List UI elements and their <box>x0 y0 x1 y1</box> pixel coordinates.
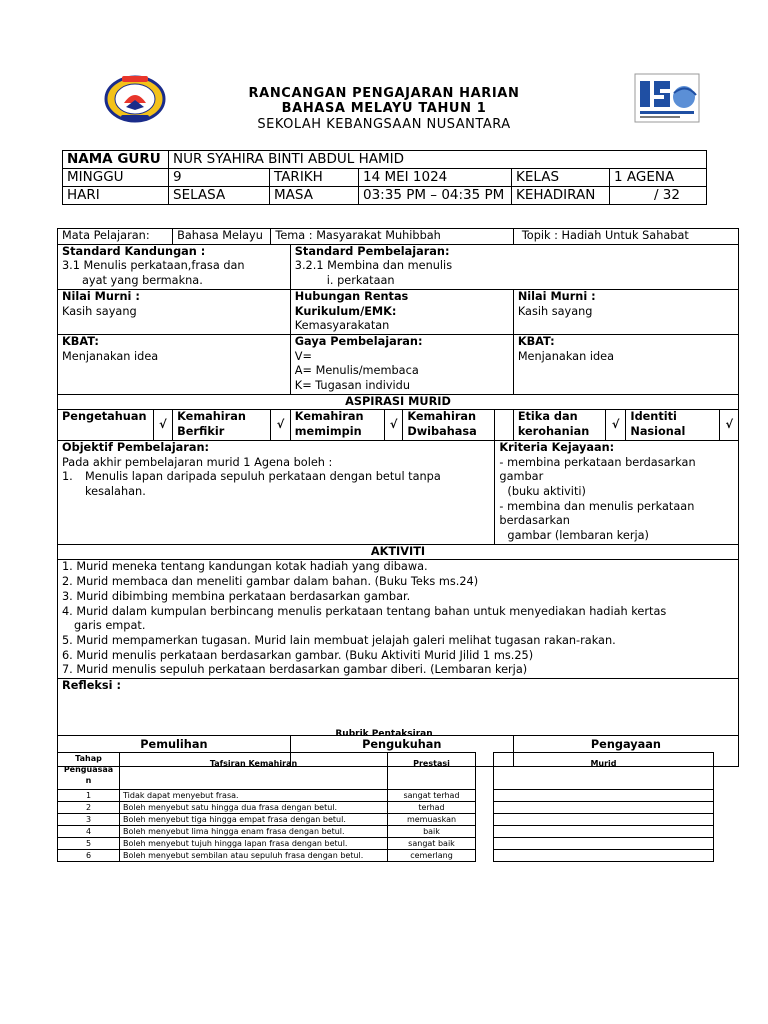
hari-label: HARI <box>63 187 169 205</box>
pengayaan: Pengayaan <box>513 736 738 767</box>
aktiviti-item: 4. Murid dalam kumpulan berbincang menulis perkataan tentang bahan untuk menyediakan hadiah kertas <box>62 604 667 618</box>
gaya-k: K= Tugasan individu <box>294 379 411 393</box>
murid-table <box>493 752 714 862</box>
aspirasi-check: √ <box>384 410 402 440</box>
kriteria-2-note: gambar (lembaran kerja) <box>507 529 649 543</box>
aspirasi-murid-header: ASPIRASI MURID <box>58 394 739 410</box>
col-tafsiran: Tafsiran Kemahiran <box>120 753 388 790</box>
standard-pembelajaran-label: Standard Pembelajaran: <box>294 244 450 258</box>
standard-kandungan-line1: 3.1 Menulis perkataan,frasa dan <box>62 259 245 273</box>
tarikh-value: 14 MEI 1024 <box>359 169 512 187</box>
murid-cell[interactable] <box>494 814 714 826</box>
rubrik-row: 4 Boleh menyebut lima hingga enam frasa dengan betul. baik <box>58 826 476 838</box>
aspirasi-check: √ <box>720 410 739 440</box>
murid-cell[interactable] <box>494 826 714 838</box>
aktiviti-item: 6. Murid menulis perkataan berdasarkan gambar. (Buku Aktiviti Murid Jilid 1 ms.25) <box>62 648 534 662</box>
col-murid: Murid <box>494 753 714 790</box>
kriteria-1-note: (buku aktiviti) <box>507 484 586 498</box>
kbat-2-value: Menjanakan idea <box>517 349 615 363</box>
rubrik-row: 3 Boleh menyebut tiga hingga empat frasa dengan betul. memuaskan <box>58 814 476 826</box>
aspirasi-item: Etika dan kerohanian <box>513 410 605 440</box>
hrk-value: Kemasyarakatan <box>294 319 390 333</box>
document-title: RANCANGAN PENGAJARAN HARIAN <box>248 86 520 101</box>
aspirasi-item: Identiti Nasional <box>626 410 720 440</box>
kehadiran-value: / 32 <box>610 187 707 205</box>
kriteria-2: - membina dan menulis perkataan berdasarkan <box>499 499 695 528</box>
aspirasi-item: Kemahiran Dwibahasa <box>403 410 495 440</box>
tema: Tema : Masyarakat Muhibbah <box>271 229 513 245</box>
aktiviti-item: 5. Murid mempamerkan tugasan. Murid lain membuat jelajah galeri melihat tugasan rakan-rakan. <box>62 633 616 647</box>
kriteria-1: - membina perkataan berdasarkan gambar <box>499 455 696 484</box>
refleksi: Refleksi : <box>58 679 739 736</box>
aktiviti-item: 2. Murid membaca dan meneliti gambar dalam bahan. (Buku Teks ms.24) <box>62 575 479 589</box>
nilai-murni-2-label: Nilai Murni : <box>517 289 596 303</box>
murid-cell[interactable] <box>494 838 714 850</box>
minggu-label: MINGGU <box>63 169 169 187</box>
nilai-murni-value: Kasih sayang <box>62 304 137 318</box>
objektif-number: 1. <box>62 470 73 484</box>
aspirasi-item: Kemahiran Berfikir <box>173 410 271 440</box>
gaya-a: A= Menulis/membaca <box>294 364 419 378</box>
murid-cell[interactable] <box>494 790 714 802</box>
kelas-value: 1 AGENA <box>610 169 707 187</box>
objektif-intro: Pada akhir pembelajaran murid 1 Agena boleh : <box>62 455 333 469</box>
kbat-2-label: KBAT: <box>517 334 555 348</box>
aspirasi-check: √ <box>605 410 625 440</box>
objektif-item: Menulis lapan daripada sepuluh perkataan dengan betul tanpa kesalahan. <box>85 470 441 498</box>
nilai-murni-2-value: Kasih sayang <box>517 304 593 318</box>
rubrik-row: 2 Boleh menyebut satu hingga dua frasa dengan betul. terhad <box>58 802 476 814</box>
pemulihan: Pemulihan <box>58 736 291 767</box>
mata-pelajaran-value: Bahasa Melayu <box>173 229 271 245</box>
aktiviti-item: 1. Murid meneka tentang kandungan kotak hadiah yang dibawa. <box>62 560 428 574</box>
objektif-label: Objektif Pembelajaran: <box>62 440 210 454</box>
kbat-label: KBAT: <box>62 334 99 348</box>
aspirasi-check: √ <box>153 410 172 440</box>
hrk-label: Hubungan Rentas Kurikulum/EMK: <box>294 289 409 318</box>
document-subtitle: BAHASA MELAYU TAHUN 1 <box>281 101 487 116</box>
masa-value: 03:35 PM – 04:35 PM <box>359 187 512 205</box>
aktiviti-item-continued: garis empat. <box>74 619 146 633</box>
nilai-murni-label: Nilai Murni : <box>62 289 140 303</box>
lesson-plan-table <box>57 228 739 767</box>
masa-label: MASA <box>270 187 359 205</box>
standard-kandungan-label: Standard Kandungan : <box>62 244 206 258</box>
kriteria-label: Kriteria Kejayaan: <box>499 440 615 454</box>
standard-pembelajaran-line2: i. perkataan <box>326 274 395 288</box>
aspirasi-check <box>495 410 513 440</box>
aktiviti-item: 3. Murid dibimbing membina perkataan berdasarkan gambar. <box>62 589 411 603</box>
standard-kandungan-line2: ayat yang bermakna. <box>82 274 203 288</box>
school-name: SEKOLAH KEBANGSAAN NUSANTARA <box>257 117 511 132</box>
hari-value: SELASA <box>169 187 270 205</box>
nama-guru-label: NAMA GURU <box>63 151 169 169</box>
gaya-pembelajaran-label: Gaya Pembelajaran: <box>294 334 423 348</box>
tarikh-label: TARIKH <box>270 169 359 187</box>
mata-pelajaran-label: Mata Pelajaran: <box>58 229 173 245</box>
minggu-value: 9 <box>169 169 270 187</box>
kbat-value: Menjanakan idea <box>62 349 159 363</box>
teacher-info-table <box>62 150 707 205</box>
rubrik-row: 5 Boleh menyebut tujuh hingga lapan frasa dengan betul. sangat baik <box>58 838 476 850</box>
aktiviti-list <box>58 560 739 679</box>
aktiviti-item: 7. Murid menulis sepuluh perkataan berdasarkan gambar diberi. (Lembaran kerja) <box>62 663 528 677</box>
rubrik-table <box>57 752 476 862</box>
kehadiran-label: KEHADIRAN <box>512 187 610 205</box>
rubrik-row: 1 Tidak dapat menyebut frasa. sangat terhad <box>58 790 476 802</box>
aspirasi-item: Kemahiran memimpin <box>290 410 384 440</box>
gaya-v: V= <box>294 349 312 363</box>
col-prestasi: Prestasi <box>388 753 476 790</box>
pengukuhan: Pengukuhan <box>290 736 513 767</box>
rubrik-title: Rubrik Pentaksiran <box>335 729 433 739</box>
standard-pembelajaran-line1: 3.2.1 Membina dan menulis <box>294 259 453 273</box>
rubrik-row: 6 Boleh menyebut sembilan atau sepuluh frasa dengan betul. cemerlang <box>58 850 476 862</box>
col-tahap: Tahap Penguasaa n <box>58 753 120 790</box>
kelas-label: KELAS <box>512 169 610 187</box>
nama-guru-value: NUR SYAHIRA BINTI ABDUL HAMID <box>169 151 707 169</box>
murid-cell[interactable] <box>494 802 714 814</box>
aspirasi-item: Pengetahuan <box>58 410 154 440</box>
aspirasi-check: √ <box>271 410 290 440</box>
murid-cell[interactable] <box>494 850 714 862</box>
aktiviti-header: AKTIVITI <box>58 544 739 560</box>
topik: Topik : Hadiah Untuk Sahabat <box>513 229 738 245</box>
